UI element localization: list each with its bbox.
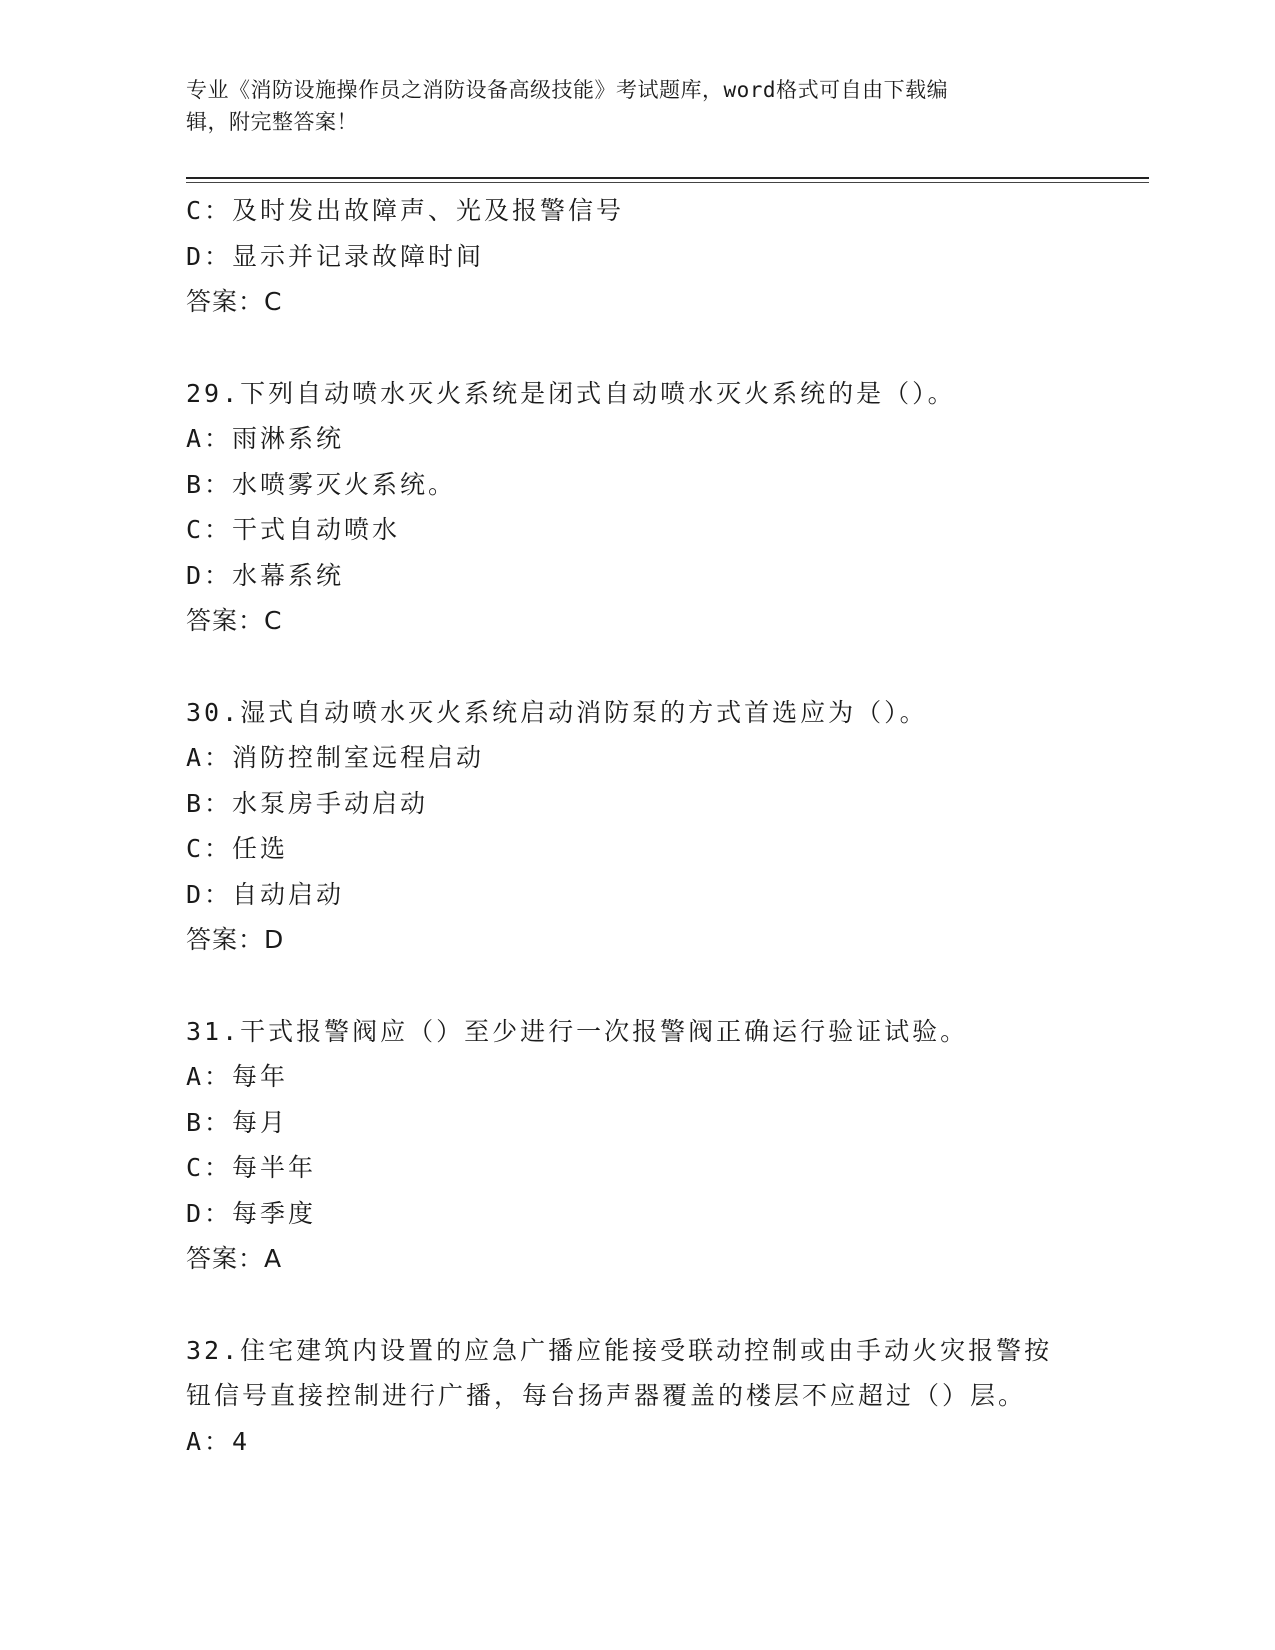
option-c: C：干式自动喷水 [186,515,401,544]
question-text: 30.湿式自动喷水灭火系统启动消防泵的方式首选应为（）。 [186,697,928,727]
option-c: C：每半年 [186,1153,317,1182]
question-list [186,188,1086,1464]
option-c: C：任选 [186,834,289,863]
question-32 [186,1328,1086,1465]
answer-line: 答案：D [186,925,285,954]
header-divider-thin [186,182,1149,183]
option-b: B：水泵房手动启动 [186,788,429,818]
option-c: C：及时发出故障声、光及报警信号 [186,196,625,225]
question-text-line-1: 32.住宅建筑内设置的应急广播应能接受联动控制或由手动火灾报警按 [186,1335,1053,1365]
question-29 [186,371,1086,644]
document-header [186,74,1086,138]
option-a: A：每年 [186,1062,289,1091]
option-a: A：消防控制室远程启动 [186,743,485,772]
header-divider-thick [186,177,1149,179]
option-a: A：4 [186,1426,251,1456]
answer-line: 答案：C [186,287,283,316]
answer-line: 答案：A [186,1244,283,1273]
previous-question-tail [186,188,1086,325]
option-b: B：每月 [186,1107,289,1137]
question-text-line-2: 钮信号直接控制进行广播，每台扬声器覆盖的楼层不应超过（）层。 [186,1381,1027,1410]
question-31 [186,1009,1086,1282]
option-a: A：雨淋系统 [186,424,345,453]
option-b: B：水喷雾灭火系统。 [186,469,457,499]
question-30 [186,690,1086,963]
question-text: 31.干式报警阀应（）至少进行一次报警阀正确运行验证试验。 [186,1016,969,1046]
header-line-2: 辑，附完整答案！ [186,110,358,134]
option-d: D：水幕系统 [186,560,345,590]
answer-line: 答案：C [186,606,283,635]
option-d: D：每季度 [186,1198,317,1228]
option-d: D：显示并记录故障时间 [186,241,485,271]
header-line-1: 专业《消防设施操作员之消防设备高级技能》考试题库，word格式可自由下载编 [186,78,949,102]
question-text: 29.下列自动喷水灭火系统是闭式自动喷水灭火系统的是（）。 [186,378,956,408]
option-d: D：自动启动 [186,879,345,909]
